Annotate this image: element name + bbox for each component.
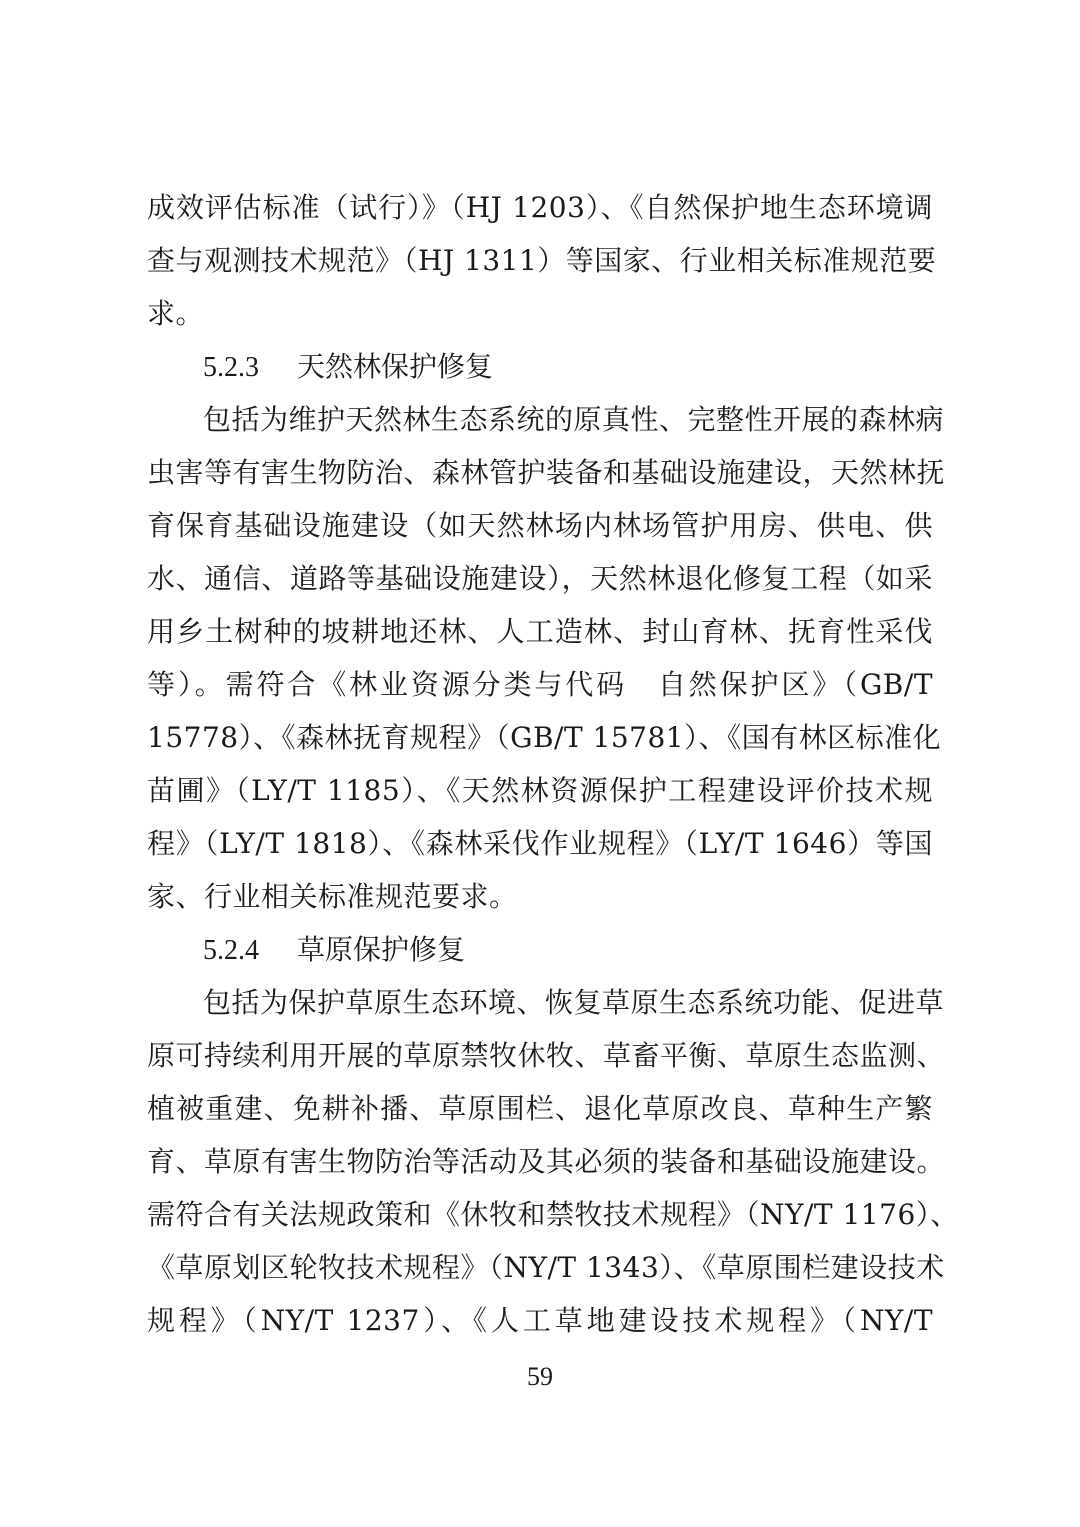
section-title: 天然林保护修复 (297, 350, 494, 383)
section-number: 5.2.3 (203, 352, 259, 383)
text-line: 求。 (147, 297, 205, 330)
section-heading-5-2-4 (203, 930, 465, 970)
text-line: 用乡土树种的坡耕地还林、人工造林、封山育林、抚育性采伐 (147, 615, 933, 648)
page-number: 59 (527, 1362, 553, 1391)
text-line: 规程》（NY/T 1237）、《人工草地建设技术规程》（NY/T (147, 1304, 933, 1337)
text-line: 育保育基础设施建设（如天然林场内林场管护用房、供电、供 (147, 509, 933, 542)
text-line: 程》（LY/T 1818）、《森林采伐作业规程》（LY/T 1646）等国 (147, 827, 933, 860)
text-line: 植被重建、免耕补播、草原围栏、退化草原改良、草种生产繁 (147, 1092, 933, 1125)
section-number: 5.2.4 (203, 935, 259, 966)
text-line: 水、通信、道路等基础设施建设），天然林退化修复工程（如采 (147, 562, 933, 595)
section-title: 草原保护修复 (297, 933, 466, 966)
text-line: 等）。需符合《林业资源分类与代码 自然保护区》（GB/T (147, 668, 933, 701)
section-heading-5-2-3 (203, 347, 493, 387)
text-line: 15778）、《森林抚育规程》（GB/T 15781）、《国有林区标准化 (147, 721, 942, 754)
text-line: 需符合有关法规政策和《休牧和禁牧技术规程》（NY/T 1176）、 (147, 1198, 959, 1231)
text-line: 虫害等有害生物防治、森林管护装备和基础设施建设，天然林抚 (147, 456, 946, 489)
text-line: 包括为维护天然林生态系统的原真性、完整性开展的森林病 (203, 403, 945, 436)
text-line: 家、行业相关标准规范要求。 (147, 880, 518, 913)
text-line: 原可持续利用开展的草原禁牧休牧、草畜平衡、草原生态监测、 (147, 1039, 946, 1072)
text-line: 成效评估标准（试行）》（HJ 1203）、《自然保护地生态环境调 (147, 191, 933, 224)
text-line: 《草原划区轮牧技术规程》（NY/T 1343）、《草原围栏建设技术 (147, 1251, 945, 1284)
text-line: 苗圃》（LY/T 1185）、《天然林资源保护工程建设评价技术规 (147, 774, 933, 807)
text-line: 育、草原有害生物防治等活动及其必须的装备和基础设施建设。 (147, 1145, 946, 1178)
text-line: 查与观测技术规范》（HJ 1311）等国家、行业相关标准规范要 (147, 244, 937, 277)
text-line: 包括为保护草原生态环境、恢复草原生态系统功能、促进草 (203, 986, 945, 1019)
